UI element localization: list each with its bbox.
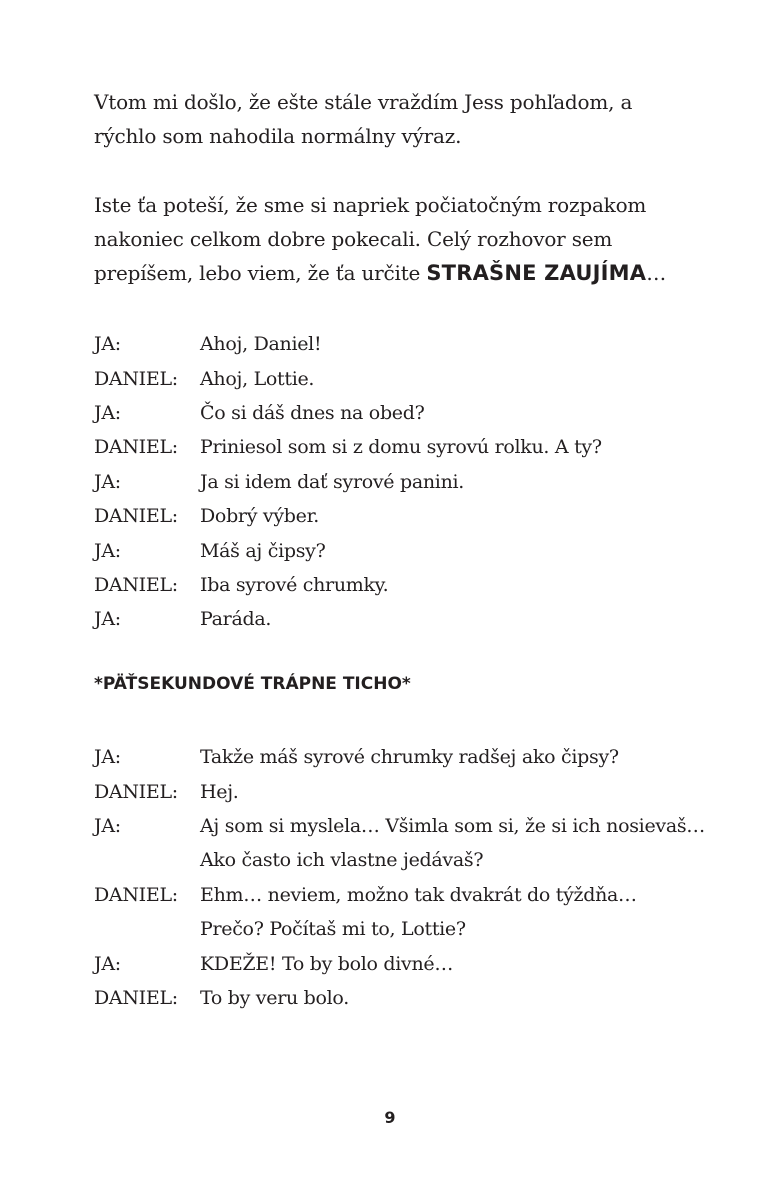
dialogue-row [94,946,734,980]
dialogue-row [94,774,734,808]
dialogue-line: Hej. [200,780,239,803]
speaker-label: DANIEL: [94,883,178,906]
intro-paragraph-1 [94,85,694,153]
dialogue-row [94,499,734,533]
dialogue-line: Iba syrové chrumky. [200,573,389,596]
dialogue-line: Paráda. [200,608,272,631]
dialogue-row [94,396,734,430]
speaker-label: JA: [94,746,121,769]
dialogue-row [94,533,734,567]
speaker-label: JA: [94,401,121,424]
dialogue-line: Ahoj, Lottie. [200,367,315,390]
emphasis-text: STRAŠNE ZAUJÍMA [426,261,647,285]
dialogue-line: Ahoj, Daniel! [200,333,322,356]
speaker-label: DANIEL: [94,436,178,459]
speaker-label: JA: [94,539,121,562]
dialogue-line: KDEŽE! To by bolo divné… [200,952,454,975]
dialogue-line: Ehm… neviem, možno tak dvakrát do týždňa… [200,883,637,906]
dialogue-line: Ako často ich vlastne jedávaš? [200,849,484,872]
dialogue-line: Priniesol som si z domu syrovú rolku. A ty? [200,436,602,459]
dialogue-row [94,602,734,636]
dialogue-line: Aj som si myslela… Všimla som si, že si ich nosievaš… [200,814,706,837]
dialogue-row [94,809,734,843]
dialogue-line: Takže máš syrové chrumky radšej ako čipsy? [200,746,619,769]
paragraph-text: Vtom mi došlo, že ešte stále vraždím Jess pohľadom, a rýchlo som nahodila normálny výraz. [94,90,633,148]
intro-paragraph-2 [94,188,694,290]
dialogue-line: Ja si idem dať syrové panini. [200,470,465,493]
speaker-label: JA: [94,470,121,493]
speaker-label: JA: [94,333,121,356]
dialogue-row [94,981,734,1015]
dialogue-line: To by veru bolo. [200,986,349,1009]
speaker-label: JA: [94,608,121,631]
ellipsis: … [646,261,667,285]
dialogue-row [94,912,734,946]
dialogue-row [94,740,734,774]
dialogue-block-1 [94,327,734,637]
paragraph-body: Iste ťa poteší, že sme si napriek počiatočným rozpakom nakoniec celkom dobre pokecali. Celý rozhovor sem prepíšem, lebo viem, že ťa určite [94,193,647,285]
dialogue-block-2 [94,740,734,1015]
dialogue-row [94,361,734,395]
dialogue-row [94,430,734,464]
speaker-label: DANIEL: [94,505,178,528]
paragraph-text [94,188,694,290]
dialogue-line: Prečo? Počítaš mi to, Lottie? [200,918,466,941]
speaker-label: DANIEL: [94,986,178,1009]
dialogue-row [94,843,734,877]
interlude-heading: *PÄŤSEKUNDOVÉ TRÁPNE TICHO* [94,674,411,694]
speaker-label: JA: [94,814,121,837]
speaker-label: DANIEL: [94,780,178,803]
speaker-label: JA: [94,952,121,975]
speaker-label: DANIEL: [94,367,178,390]
dialogue-line: Dobrý výber. [200,505,320,528]
page-number: 9 [384,1108,396,1127]
dialogue-line: Čo si dáš dnes na obed? [200,401,425,424]
speaker-label: DANIEL: [94,573,178,596]
dialogue-row [94,327,734,361]
dialogue-row [94,568,734,602]
dialogue-line: Máš aj čipsy? [200,539,326,562]
dialogue-row [94,465,734,499]
dialogue-row [94,878,734,912]
